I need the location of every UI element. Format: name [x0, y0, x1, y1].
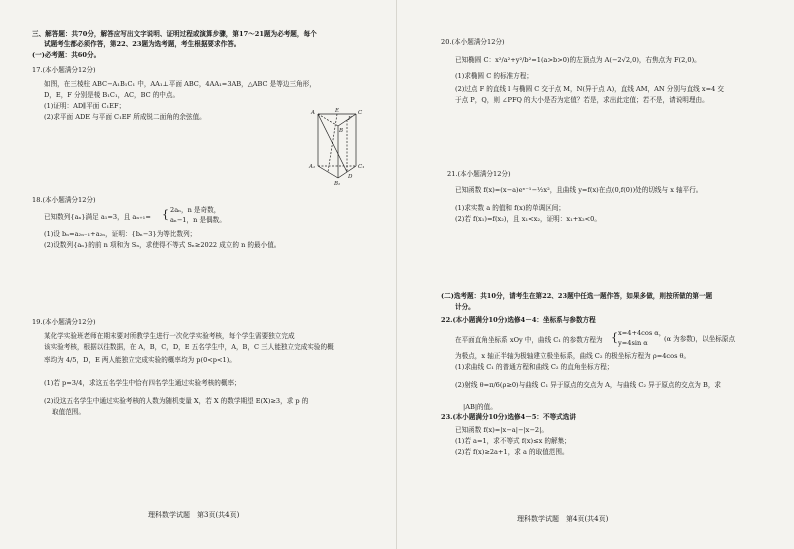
q20-line4: 于点 P，Q，则 ∠PFQ 的大小是否为定值？若是，求出此定值；若不是，请说明理由。: [455, 96, 709, 104]
q17-line2: D，E，F 分别是棱 B₁C₁，AC，BC 的中点。: [44, 91, 180, 99]
q19-line5: (2)设这五名学生中通过实验考核的人数为随机变量 X，若 X 的数学期望 E(X)≥3，求 p 的: [44, 397, 309, 405]
required-heading: (一)必考题：共60分。: [32, 51, 101, 59]
optional-heading-cont: 计分。: [455, 303, 475, 311]
q23-line2: (1)若 a=1，求不等式 f(x)≤x 的解集；: [455, 437, 571, 445]
fig-label-B: B: [339, 128, 344, 134]
q17-title: 17.(本小题满分12分): [32, 66, 96, 74]
q21-title: 21.(本小题满分12分): [447, 170, 511, 178]
q19-line3: 率均为 4/5，D，E 两人能独立完成实验的概率均为 p(0<p<1)。: [44, 356, 236, 364]
q22-line4: (2)射线 θ=π/6(ρ≥0)与曲线 C₁ 异于原点的交点为 A，与曲线 C₂ 异于原点的交点为 B，求: [455, 381, 722, 389]
fig-label-C: C: [358, 110, 363, 116]
q18-line1: 已知数列{aₙ}满足 a₁=3，且 aₙ₊₁=: [44, 213, 151, 221]
q23-title: 23.(本小题满分10分)选修4－5：不等式选讲: [441, 413, 576, 421]
q18-line2: (1)设 bₙ=a₂ₙ₋₁+a₂ₙ，证明：{bₙ−3}为等比数列；: [44, 230, 197, 238]
q22-case2: y=4sin α: [618, 339, 648, 347]
section-heading-cont: 试题考生都必须作答，第22、23题为选考题，考生根据要求作答。: [44, 40, 241, 48]
q21-line3: (2)若 f(x₁)=f(x₂)，且 x₁<x₂，证明：x₁+x₂<0。: [455, 215, 601, 223]
q18-case1: 2aₙ，n 是奇数，: [170, 206, 221, 214]
q17-line3: (1)证明：AD∥平面 C₁EF；: [44, 102, 126, 110]
optional-heading: (二)选考题：共10分，请考生在第22、23题中任选一题作答，如果多做，则按所做的第一题: [441, 292, 713, 300]
q22-line1: 在平面直角坐标系 xOy 中，曲线 C₁ 的参数方程为: [455, 336, 603, 344]
q20-line3: (2)过点 F 的直线 l 与椭圆 C 交于点 M，N(异于点 A)，直线 AM，AN 分别与直线 x=4 交: [455, 85, 724, 93]
q19-line1: 某化学实验班老师在期末要对所教学生进行一次化学实验考核，每个学生需要独立完成: [44, 332, 295, 340]
fig-label-C1: C₁: [358, 164, 365, 170]
q19-line4: (1)若 p=3/4，求这五名学生中恰有四名学生通过实验考核的概率；: [44, 379, 241, 387]
q19-line2: 该实验考核，根据以往数据，在 A，B，C，D，E 五名学生中，A，B，C 三人能独立完成实验的概: [44, 343, 334, 351]
prism-figure: [308, 106, 388, 186]
q18-title: 18.(本小题满分12分): [32, 196, 96, 204]
q21-line2: (1)求实数 a 的值和 f(x)的单调区间；: [455, 204, 565, 212]
section-heading: 三、解答题：共70分，解答应写出文字说明、证明过程或演算步骤，第17～21题为必考题，每个: [32, 30, 317, 38]
q18-brace: {: [162, 208, 169, 221]
q21-line1: 已知函数 f(x)=(x−a)eˣ⁻¹−½x²，且曲线 y=f(x)在点(0,f(0))处的切线与 x 轴平行。: [455, 186, 703, 194]
q23-line3: (2)若 f(x)≥2a+1，求 a 的取值范围。: [455, 448, 569, 456]
q20-line2: (1)求椭圆 C 的标准方程；: [455, 72, 533, 80]
page-footer-4: 理科数学试题 第4页(共4页): [517, 515, 609, 523]
fig-label-B1: B₁: [334, 181, 341, 186]
fig-label-F: F: [348, 116, 352, 122]
q20-title: 20.(本小题满分12分): [441, 38, 505, 46]
q19-title: 19.(本小题满分12分): [32, 318, 96, 326]
fig-label-D: D: [348, 174, 353, 180]
q17-line1: 如图，在三棱柱 ABC−A₁B₁C₁ 中，AA₁⊥平面 ABC，4AA₁=3AB，△ABC 是等边三角形，: [44, 80, 316, 88]
fig-label-E: E: [335, 108, 340, 114]
page-4: [397, 0, 794, 549]
q23-line1: 已知函数 f(x)=|x−a|−|x−2|。: [455, 426, 548, 434]
q22-line3: (1)求曲线 C₁ 的普通方程和曲线 C₂ 的直角坐标方程；: [455, 363, 614, 371]
fig-label-A1: A₁: [309, 164, 316, 170]
fig-label-A: A: [311, 110, 315, 116]
q18-case2: aₙ−1，n 是偶数。: [170, 216, 226, 224]
q22-line1b: (α 为参数)，以坐标原点: [664, 335, 736, 343]
q20-line1: 已知椭圆 C：x²/a²+y²/b²=1(a>b>0)的左顶点为 A(−2√2,0)，右焦点为 F(2,0)。: [455, 56, 701, 64]
q19-line6: 取值范围。: [52, 408, 85, 416]
q18-line3: (2)设数列{aₙ}的前 n 项和为 Sₙ，求使得不等式 Sₙ≥2022 成立的 n 的最小值。: [44, 241, 281, 249]
q17-line4: (2)求平面 ADE 与平面 C₁EF 所成锐二面角的余弦值。: [44, 113, 206, 121]
q22-line2: 为极点，x 轴正半轴为极轴建立极坐标系，曲线 C₂ 的极坐标方程为 ρ=4cos θ。: [455, 352, 691, 360]
q22-brace: {: [611, 331, 618, 344]
q22-title: 22.(本小题满分10分)选修4－4：坐标系与参数方程: [441, 316, 596, 324]
page-footer-3: 理科数学试题 第3页(共4页): [148, 511, 240, 519]
q22-line5: |AB|的值。: [463, 403, 497, 411]
q22-case1: x=4+4cos α，: [618, 329, 666, 337]
